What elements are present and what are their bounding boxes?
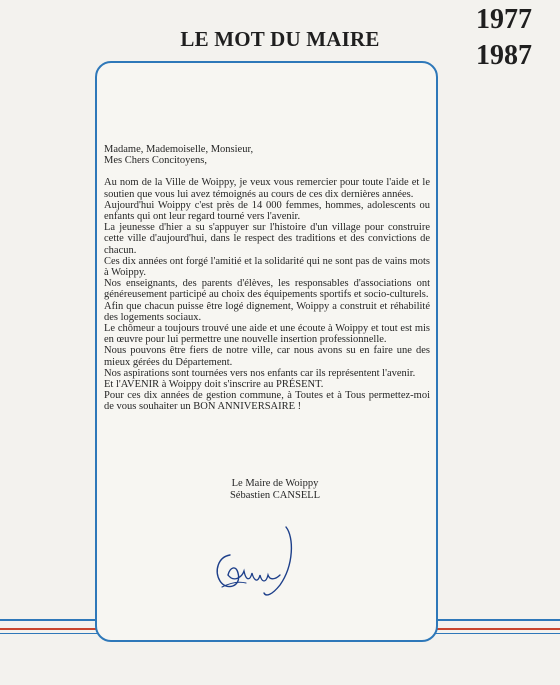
greeting-line: Madame, Mademoiselle, Monsieur, bbox=[104, 144, 254, 155]
years-block bbox=[476, 5, 532, 71]
letter-paragraph: Pour ces dix années de gestion commune, à Toutes et à Tous permettez-moi de vous souhaiter un BON ANNIVERSAIRE ! bbox=[104, 390, 430, 413]
letter-paragraph: Nous pouvons être fiers de notre ville, car nous avons su en faire une des mieux gérées du Département. bbox=[104, 345, 430, 368]
letter-paragraph: Au nom de la Ville de Woippy, je veux vous remercier pour toute l'aide et le soutien que vous lui avez témoignés au cours de ces dix dernières années. bbox=[104, 177, 430, 200]
letter-paragraph: Aujourd'hui Woippy c'est près de 14 000 femmes, hommes, adolescents ou enfants qui ont leur regard tourné vers l'avenir. bbox=[104, 199, 430, 223]
signoff-name: Sébastien CANSELL bbox=[229, 489, 321, 501]
year-end: 1987 bbox=[476, 40, 532, 71]
letter-paragraph: Le chômeur a toujours trouvé une aide et une écoute à Woippy et tout est mis en œuvre pour lui permettre une nouvelle insertion professionnelle. bbox=[104, 323, 430, 346]
letter-paragraph: Ces dix années ont forgé l'amitié et la solidarité qui ne sont pas de vains mots à Woippy. bbox=[104, 255, 430, 279]
greeting-line: Mes Chers Concitoyens, bbox=[104, 155, 207, 167]
year-start: 1977 bbox=[476, 4, 532, 35]
letter-paragraph: La jeunesse d'hier a su s'appuyer sur l'histoire d'un village pour construire cette ville d'aujourd'hui, dans le respect des traditions et des convictions de chacun. bbox=[104, 222, 430, 256]
letter-paragraph: Afin que chacun puisse être logé dignement, Woippy a construit et réhabilité des logements sociaux. bbox=[104, 300, 430, 323]
letter-paragraph: Nos aspirations sont tournées vers nos enfants car ils représentent l'avenir. bbox=[104, 367, 416, 379]
letter-greeting bbox=[104, 144, 430, 166]
letter-body bbox=[104, 144, 430, 413]
letter-paragraph: Et l'AVENIR à Woippy doit s'inscrire au PRÉSENT. bbox=[104, 379, 324, 391]
signoff-role: Le Maire de Woippy bbox=[231, 478, 319, 489]
letter-paragraph: Nos enseignants, des parents d'élèves, les responsables d'associations ont généreusement participé au choix des équipements sportifs et socio-culturels. bbox=[104, 278, 430, 301]
signoff bbox=[200, 478, 350, 501]
handwritten-signature bbox=[208, 525, 308, 605]
page-title: LE MOT DU MAIRE bbox=[180, 27, 380, 51]
